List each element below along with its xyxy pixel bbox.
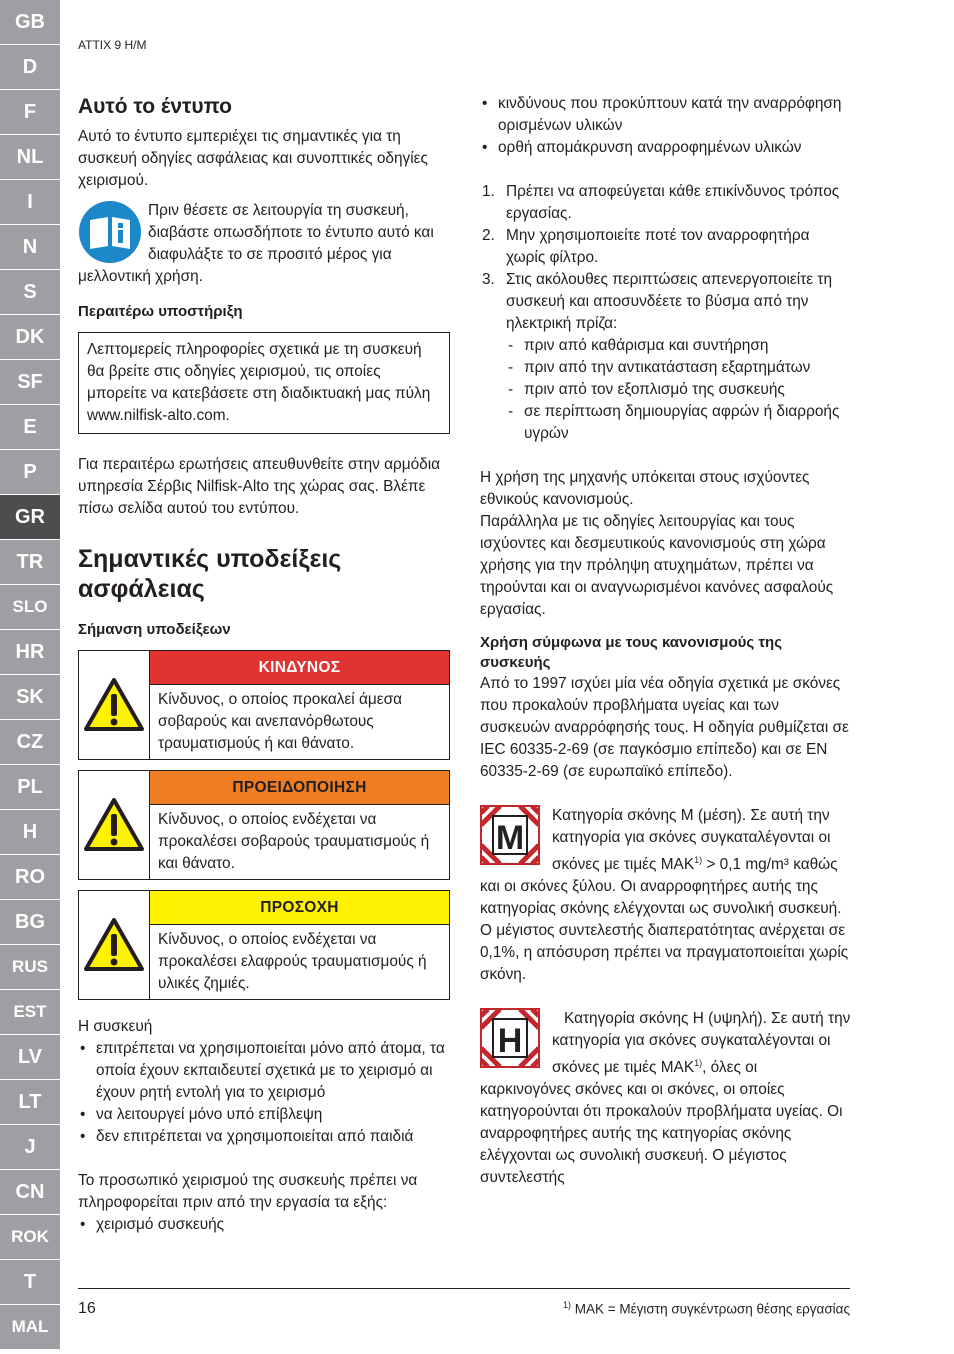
staff-topics-continued <box>480 93 852 159</box>
further-support-heading: Περαιτέρω υποστήριξη <box>78 303 243 320</box>
list-item: • δεν επιτρέπεται να χρησιμοποιείται από παιδιά <box>78 1126 450 1148</box>
language-tab-nl[interactable]: NL <box>0 135 60 179</box>
list-item: 1. Πρέπει να αποφεύγεται κάθε επικίνδυνος τρόπος εργασίας. <box>482 183 840 222</box>
right-column <box>480 93 852 1189</box>
device-intro: Η συσκευή <box>78 1018 153 1035</box>
list-item: - πριν από τον εξοπλισμό της συσκευής <box>506 379 852 401</box>
language-tab-i[interactable]: I <box>0 180 60 224</box>
danger-text: Κίνδυνος, ο οποίος προκαλεί άμεσα σοβαρούς και ανεπανόρθωτους τραυματισμούς ή και θάνατο. <box>158 691 403 752</box>
dust-class-h-block: H Κατηγορία σκόνης H (υψηλή). Σε αυτή την κατηγορία για σκόνες συγκαταλέγονται οι σκόνες με τιμές MAK$^{1)}$, όλες οι καρκινογόνες σκόνες και οι σκόνες, οι οποίες κατηγορούνται ότι προκαλούν προβλήματα υγείας. Οι αναρροφητήρες αυτής της κατηγορίας σκόνης ελέγχονται ως συνολική συσκευή. Ο μέγιστος συντελεστής <box>480 1010 851 1187</box>
accident-prevention-text: Παράλληλα με τις οδηγίες λειτουργίας και τους ισχύοντες και δεσμευτικούς κανονισμούς στη χώρα χρήσης για την πρόληψη ατυχημάτων, πρέπει να τηρούνται και οι αναγνωρισμένοι κανόνες ασφαλούς εργασίας. <box>480 513 834 618</box>
language-tab-rok[interactable]: ROK <box>0 1215 60 1259</box>
footnote: $^{1)}$ MAK = Μέγιστη συγκέντρωση θέσης εργασίας <box>562 1300 850 1317</box>
list-item: - σε περίπτωση δημιουργίας αφρών ή διαρροής υγρών <box>506 401 852 445</box>
language-tab-rus[interactable]: RUS <box>0 945 60 989</box>
list-item: 2. Μην χρησιμοποιείτε ποτέ τον αναρροφητήρα χωρίς φίλτρο. <box>482 227 810 266</box>
svg-text:H: H <box>497 1022 523 1061</box>
list-item: 3. Στις ακόλουθες περιπτώσεις απενεργοποιείτε τη συσκευή και αποσυνδέετε το βύσμα από την ηλεκτρική πρίζα: - πριν από καθάρισμα και συντήρηση - πριν από την αντικατάσταση εξαρτημάτων - πριν από τον εξοπλισμό της συσκευής - σε περίπτωση δημιουργίας αφρών ή διαρροής υγρών <box>480 269 852 445</box>
language-tab-gr[interactable]: GR <box>0 495 60 539</box>
caution-text: Κίνδυνος, ο οποίος ενδέχεται να προκαλέσει ελαφρούς τραυματισμούς ή υλικές ζημιές. <box>158 931 427 992</box>
language-tab-pl[interactable]: PL <box>0 765 60 809</box>
staff-info-text: Το προσωπικό χειρισμού της συσκευής πρέπει να πληροφορείται πριν από την εργασία τα εξής: <box>78 1172 418 1211</box>
section-title-safety: Σημαντικές υποδείξεις ασφάλειας <box>78 545 342 603</box>
language-tab-p[interactable]: P <box>0 450 60 494</box>
language-tab-tr[interactable]: TR <box>0 540 60 584</box>
language-tab-d[interactable]: D <box>0 45 60 89</box>
list-item: • να λειτουργεί μόνο υπό επίβλεψη <box>78 1104 450 1126</box>
disconnect-cases-list <box>506 335 852 445</box>
section-title-document: Αυτό το έντυπο <box>78 95 232 118</box>
language-tab-s[interactable]: S <box>0 270 60 314</box>
read-manual-icon <box>78 200 142 264</box>
left-column <box>78 94 450 1236</box>
danger-label: ΚΙΝΔΥΝΟΣ <box>150 651 449 685</box>
list-item: • ορθή απομάκρυνση αναρροφημένων υλικών <box>480 137 852 159</box>
language-tab-gb[interactable]: GB <box>0 0 60 44</box>
website-info-text: Λεπτομερείς πληροφορίες σχετικά με τη συσκευή θα βρείτε στις οδηγίες χειρισμού, τις οποίες μπορείτε να κατεβάσετε στη διαδικτυακή μας πύλη www.nilfisk-alto.com. <box>87 341 431 424</box>
language-tab-cn[interactable]: CN <box>0 1170 60 1214</box>
signal-words-heading: Σήμανση υποδείξεων <box>78 621 231 638</box>
dust-class-h-icon <box>480 1008 540 1068</box>
language-tab-slo[interactable]: SLO <box>0 585 60 629</box>
language-tab-n[interactable]: N <box>0 225 60 269</box>
warning-label: ΠΡΟΕΙΔΟΠΟΙΗΣΗ <box>150 771 449 805</box>
list-item: - πριν από την αντικατάσταση εξαρτημάτων <box>506 357 852 379</box>
dust-class-m-icon <box>480 805 540 865</box>
dust-class-h-text: Κατηγορία σκόνης H (υψηλή). Σε αυτή την κατηγορία για σκόνες συγκαταλέγονται οι σκόνες με τιμές MAK <box>552 1010 851 1077</box>
list-item: • επιτρέπεται να χρησιμοποιείται μόνο από άτομα, τα οποία έχουν εκπαιδευτεί σχετικά με το χειρισμό αι έχουν ρητή εντολή για το χειρισμό <box>78 1038 450 1104</box>
model-header: ATTIX 9 H/M <box>78 38 147 52</box>
language-tab-j[interactable]: J <box>0 1125 60 1169</box>
language-tab-cz[interactable]: CZ <box>0 720 60 764</box>
warning-triangle-icon <box>83 797 145 853</box>
language-tab-bg[interactable]: BG <box>0 900 60 944</box>
language-tab-f[interactable]: F <box>0 90 60 134</box>
warning-box <box>78 770 450 880</box>
page-number: 16 <box>78 1300 96 1317</box>
language-tab-dk[interactable]: DK <box>0 315 60 359</box>
language-tab-hr[interactable]: HR <box>0 630 60 674</box>
language-tab-h[interactable]: H <box>0 810 60 854</box>
list-item: • κινδύνους που προκύπτουν κατά την αναρρόφηση ορισμένων υλικών <box>480 93 852 137</box>
read-manual-block <box>78 200 450 288</box>
language-tab-mal[interactable]: MAL <box>0 1305 60 1349</box>
dust-class-m-block: M Κατηγορία σκόνης M (μέση). Σε αυτή την κατηγορία για σκόνες συγκαταλέγονται οι σκόνες με τιμές $MAK^{1)} > 0,1$ mg/m³ καθώς και οι σκόνες ξύλου. Οι αναρροφητήρες αυτής της κατηγορίας σκόνης ελέγχονται ως συνολική συσκευή. Ο μέγιστος συντελεστής διαπερατότητας ανέρχεται σε 0,1%, η απόσυρση πρέπει να πραγματοποιείται χωρίς σκόνη. <box>480 807 849 984</box>
language-tab-lv[interactable]: LV <box>0 1035 60 1079</box>
language-tab-e[interactable]: E <box>0 405 60 449</box>
language-tab-sk[interactable]: SK <box>0 675 60 719</box>
language-tab-lt[interactable]: LT <box>0 1080 60 1124</box>
list-item: - πριν από καθάρισμα και συντήρηση <box>506 335 852 357</box>
safety-steps-list <box>480 181 852 445</box>
device-rules-list <box>78 1038 450 1148</box>
warning-text: Κίνδυνος, ο οποίος ενδέχεται να προκαλέσει σοβαρούς τραυματισμούς ή και θάνατο. <box>158 811 430 872</box>
language-tab-ro[interactable]: RO <box>0 855 60 899</box>
intro-text: Αυτό το έντυπο εμπεριέχει τις σημαντικές για τη συσκευή οδηγίες ασφάλειας και συνοπτικές οδηγίες χειρισμού. <box>78 128 428 189</box>
dust-class-m-text: Κατηγορία σκόνης M (μέση). Σε αυτή την κατηγορία για σκόνες συγκαταλέγονται οι σκόνες με τιμές MAK <box>552 807 831 874</box>
intended-use-text: Από το 1997 ισχύει μία νέα οδηγία σχετικά με σκόνες που προκαλούν προβλήματα υγείας και των συσκευών αναρρόφησής τους. Η οδηγία ρυθμίζεται σε IEC 60335-2-69 (σε παγκόσμιο επίπεδο) και σε EN 60335-2-69 (σε ευρωπαϊκό επίπεδο). <box>480 675 849 780</box>
language-tab-est[interactable]: EST <box>0 990 60 1034</box>
website-info-box <box>78 332 450 434</box>
footer-divider <box>78 1288 850 1289</box>
staff-topics-list <box>78 1214 450 1236</box>
caution-box <box>78 890 450 1000</box>
language-tab-t[interactable]: T <box>0 1260 60 1304</box>
danger-box <box>78 650 450 760</box>
caution-label: ΠΡΟΣΟΧΗ <box>150 891 449 925</box>
svg-text:M: M <box>495 819 525 857</box>
intended-use-heading: Χρήση σύμφωνα με τους κανονισμούς της συσκευής <box>480 634 782 671</box>
service-contact-text: Για περαιτέρω ερωτήσεις απευθυνθείτε στην αρμόδια υπηρεσία Σέρβις Nilfisk-Alto της χώρας σας. Βλέπε πίσω σελίδα αυτού του εντύπου. <box>78 456 441 517</box>
warning-triangle-icon <box>83 677 145 733</box>
language-tabs <box>0 0 60 1354</box>
national-regulations-text: Η χρήση της μηχανής υπόκειται στους ισχύοντες εθνικούς κανονισμούς. <box>480 469 810 508</box>
language-tab-sf[interactable]: SF <box>0 360 60 404</box>
list-item: • χειρισμό συσκευής <box>78 1214 450 1236</box>
read-manual-text: Πριν θέσετε σε λειτουργία τη συσκευή, διαβάστε οπωσδήποτε το έντυπο αυτό και διαφυλάξτε το σε προσιτό μέρος για μελλοντική χρήση. <box>78 202 434 285</box>
warning-triangle-icon <box>83 917 145 973</box>
